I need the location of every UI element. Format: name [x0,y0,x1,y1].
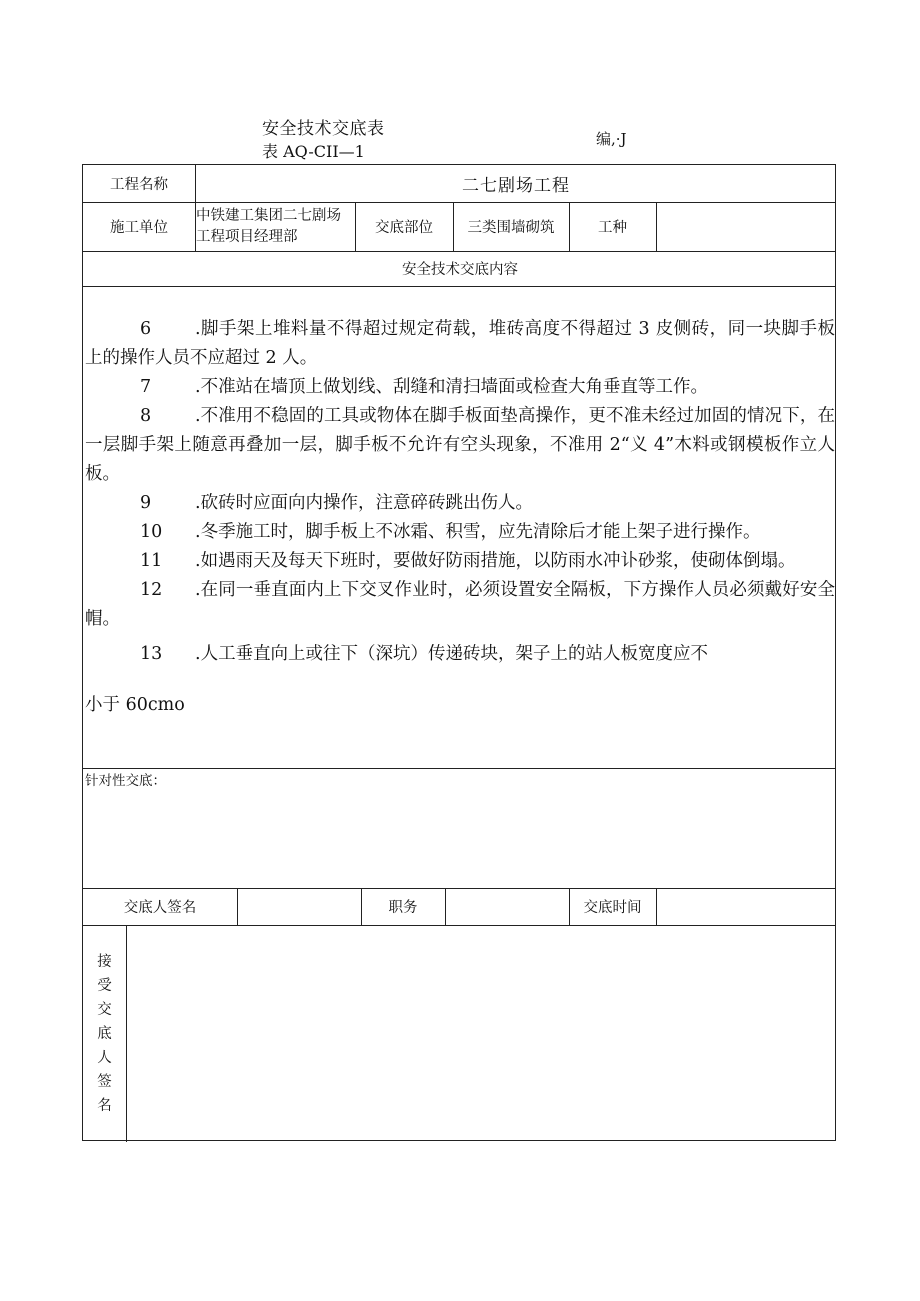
item-number: 11 [140,551,163,571]
content-item [85,373,835,402]
item-text: .人工垂直向上或往下（深坑）传递砖块，架子上的站人板宽度应不 [195,644,709,664]
content-item [85,489,835,518]
receiver-label-char: 底 [97,1025,112,1042]
content-item [85,518,835,547]
item-number: 9 [140,493,152,513]
item-text: .不准用不稳固的工具或物体在脚手板面垫高操作，更不准未经过加固的情况下，在一层脚手架上随意再叠加一层，脚手板不允许有空头现象，不准用 2“义 4”木料或钢模板作立人板。 [85,406,835,484]
construction-unit-line2: 工程项目经理部 [196,228,298,245]
item-text: .砍砖时应面向内操作，注意碎砖跳出伤人。 [195,493,534,513]
receiver-label-char: 签 [97,1073,112,1090]
construction-unit-label: 施工单位 [110,220,168,236]
item-text: .脚手架上堆料量不得超过规定荷载，堆砖高度不得超过 3 皮侧砖，同一块脚手板上的操作人员不应超过 2 人。 [85,319,835,368]
content-last-line: 小于 60cmo [85,695,185,715]
item-text: .在同一垂直面内上下交叉作业时，必须设置安全隔板，下方操作人员必须戴好安全帽。 [85,580,835,629]
receiver-signature-area[interactable] [127,926,836,1141]
receiver-signature-label [83,925,126,1142]
content-item [85,402,835,489]
content-item [85,315,835,373]
disclosure-form-table [82,164,836,1141]
content-title: 安全技术交底内容 [402,262,518,278]
document-number-label: 编,·J [596,130,627,148]
item-text: .不准站在墙顶上做划线、刮缝和清扫墙面或检查大角垂直等工作。 [195,377,709,397]
item-text: .如遇雨天及每天下班时，要做好防雨措施，以防雨水冲讣砂浆，使砌体倒塌。 [195,551,796,571]
position-label: 职务 [388,900,418,916]
project-name-value: 二七剧场工程 [462,176,570,196]
content-item [85,640,835,669]
item-text: .冬季施工时，脚手板上不冰霜、积雪，应先清除后才能上架子进行操作。 [195,522,761,542]
receiver-label-char: 人 [97,1049,112,1066]
row-divider [83,768,835,769]
disclosure-content [85,315,835,720]
item-number: 13 [140,644,163,664]
disclosure-part-label: 交底部位 [375,220,433,236]
item-number: 10 [140,522,163,542]
discloser-signature-value[interactable] [237,888,361,925]
form-code: 表 AQ-CII—1 [262,142,365,161]
content-item [85,576,835,634]
disclosure-part-value: 三类围墙砌筑 [467,220,555,236]
receiver-label-char: 接 [97,953,112,970]
trade-label: 工种 [598,220,627,236]
position-value[interactable] [445,888,569,925]
item-number: 6 [140,319,152,339]
trade-value[interactable] [656,202,837,251]
project-name-label: 工程名称 [110,177,168,193]
disclosure-time-label: 交底时间 [583,900,642,916]
targeted-disclosure-label: 针对性交底： [85,773,166,789]
item-number: 7 [140,377,152,397]
row-divider [83,286,835,287]
construction-unit-value [196,202,355,251]
header-title: 安全技术交底表 [262,119,385,139]
construction-unit-line1: 中铁建工集团二七剧场 [196,207,341,224]
disclosure-time-value[interactable] [656,888,837,925]
content-item [85,547,835,576]
discloser-signature-label: 交底人签名 [123,900,197,916]
item-number: 8 [140,406,152,426]
receiver-label-char: 受 [97,977,112,994]
receiver-label-char: 名 [97,1097,112,1114]
receiver-label-char: 交 [97,1001,112,1018]
item-number: 12 [140,580,163,600]
